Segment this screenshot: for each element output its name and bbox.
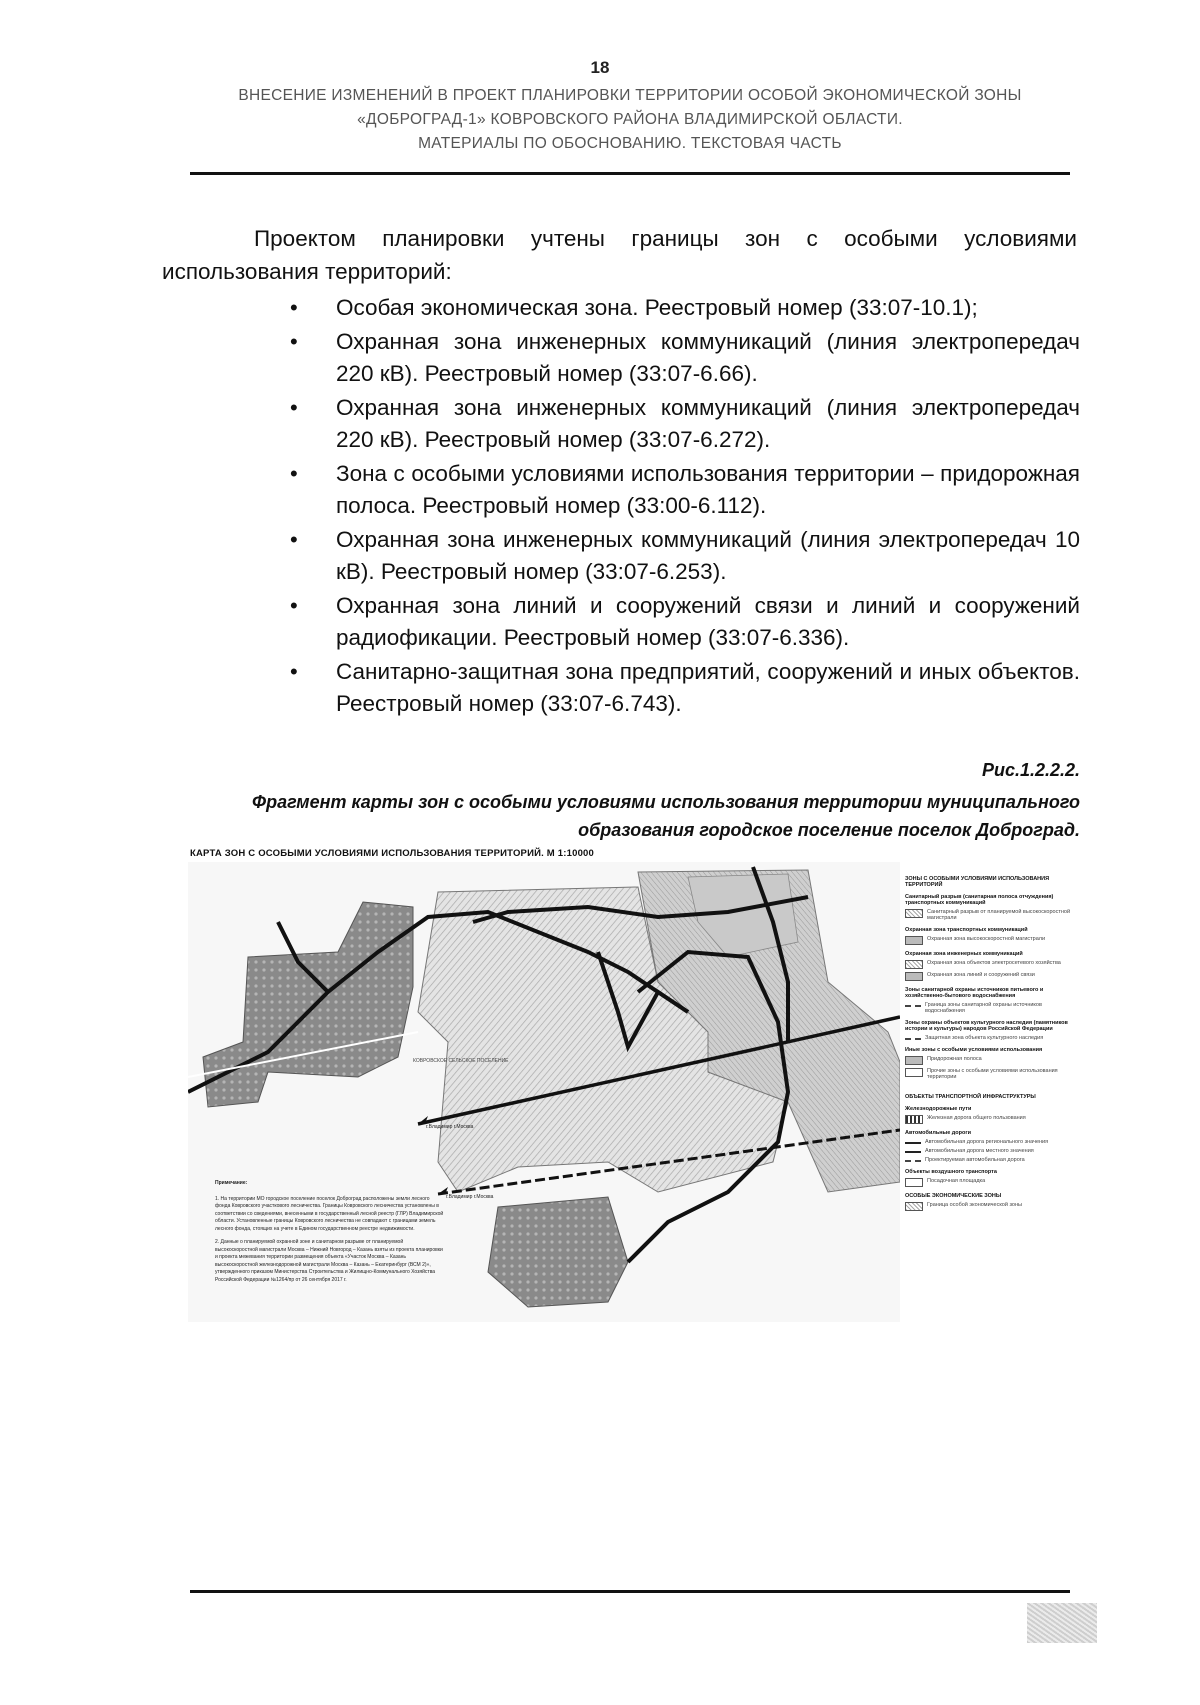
legend-label: Прочие зоны с особыми условиями использования территории xyxy=(927,1068,1058,1080)
legend-row xyxy=(905,1148,1080,1154)
legend-label: Граница особой экономической зоны xyxy=(927,1202,1022,1208)
legend-label: Автомобильная дорога регионального значения xyxy=(925,1139,1049,1145)
legend-swatch xyxy=(905,1142,921,1144)
header-line-3: МАТЕРИАЛЫ ПО ОБОСНОВАНИЮ. ТЕКСТОВАЯ ЧАСТЬ xyxy=(418,135,842,152)
figure-caption xyxy=(180,788,1080,844)
map-note: 2. Данные о планируемой охранной зоне и санитарном разрыве от планируемой высокоскоростной магистрали Москва – Нижний Новгород – Казань взяты из проекта планировки и проекта межевания территории размещения объекта «Участок Москва – Казань высокоскоростной железнодорожной магистрали Москва – Казань – Екатеринбург (ВСМ 2)», утвержденного приказом Министерства Строительства и Жилищно-Коммунального Хозяйства Российской Федерации №1264/пр от 26 сентября 2017 г. xyxy=(215,1239,443,1283)
map-legend xyxy=(905,870,1080,1330)
legend-heading: ОСОБЫЕ ЭКОНОМИЧЕСКИЕ ЗОНЫ xyxy=(905,1193,1002,1199)
settlement-area-bottom xyxy=(488,1197,628,1307)
legend-title: ЗОНЫ С ОСОБЫМИ УСЛОВИЯМИ ИСПОЛЬЗОВАНИЯ ТЕРРИТОРИЙ xyxy=(905,876,1050,888)
map-road-label: г.Владимир г.Москва xyxy=(446,1194,494,1200)
header-line-1: ВНЕСЕНИЕ ИЗМЕНЕНИЙ В ПРОЕКТ ПЛАНИРОВКИ ТЕРРИТОРИИ ОСОБОЙ ЭКОНОМИЧЕСКОЙ ЗОНЫ xyxy=(238,87,1022,104)
legend-heading: Охранная зона транспортных коммуникаций xyxy=(905,927,1028,933)
legend-row xyxy=(905,972,1080,981)
header-divider xyxy=(190,172,1070,175)
list-item: • Охранная зона инженерных коммуникаций (линия электропередач 220 кВ). Реестровый номер (33:07-6.66). xyxy=(290,326,1080,391)
legend-row xyxy=(905,1068,1080,1080)
zones-list xyxy=(290,292,1080,722)
legend-row xyxy=(905,1178,1080,1187)
legend-row xyxy=(905,936,1080,945)
legend-label: Защитная зона объекта культурного наследия xyxy=(925,1035,1044,1041)
legend-label: Проектируемая автомобильная дорога xyxy=(925,1157,1025,1163)
list-item: • Охранная зона инженерных коммуникаций (линия электропередач 10 кВ). Реестровый номер (33:07-6.253). xyxy=(290,524,1080,589)
legend-swatch xyxy=(905,1038,921,1040)
legend-heading: Зоны охраны объектов культурного наследия (памятников истории и культуры) народов Российской Федерации xyxy=(905,1020,1068,1032)
list-item: • Охранная зона инженерных коммуникаций (линия электропередач 220 кВ). Реестровый номер (33:07-6.272). xyxy=(290,392,1080,457)
legend-row xyxy=(905,1035,1080,1041)
figure-caption-line-2: образования городское поселение поселок Доброград. xyxy=(578,820,1080,840)
legend-subheading: Автомобильные дороги xyxy=(905,1130,972,1136)
legend-heading: ОБЪЕКТЫ ТРАНСПОРТНОЙ ИНФРАСТРУКТУРЫ xyxy=(905,1094,1036,1100)
legend-row xyxy=(905,1115,1080,1124)
legend-row xyxy=(905,1139,1080,1145)
header-line-2: «ДОБРОГРАД-1» КОВРОВСКОГО РАЙОНА ВЛАДИМИРСКОЙ ОБЛАСТИ. xyxy=(357,111,903,128)
legend-row xyxy=(905,1202,1080,1211)
legend-swatch xyxy=(905,1178,923,1187)
legend-swatch xyxy=(905,936,923,945)
legend-label: Охранная зона линий и сооружений связи xyxy=(927,972,1035,978)
legend-swatch xyxy=(905,1115,923,1124)
legend-row xyxy=(905,1002,1080,1014)
legend-heading: Иные зоны с особыми условиями использования xyxy=(905,1047,1043,1053)
intro-line-2: использования территорий: xyxy=(162,259,452,284)
scan-stamp xyxy=(1027,1603,1097,1643)
legend-swatch xyxy=(905,1068,923,1077)
legend-row xyxy=(905,960,1080,969)
figure-caption-line-1: Фрагмент карты зон с особыми условиями использования территории муниципального xyxy=(252,792,1080,812)
legend-swatch xyxy=(905,1160,921,1162)
figure-number: Рис.1.2.2.2. xyxy=(981,760,1080,780)
legend-label: Придорожная полоса xyxy=(927,1056,982,1062)
legend-label: Железная дорога общего пользования xyxy=(927,1115,1026,1121)
map-title: КАРТА ЗОН С ОСОБЫМИ УСЛОВИЯМИ ИСПОЛЬЗОВАНИЯ ТЕРРИТОРИЙ. М 1:10000 xyxy=(190,848,595,859)
legend-label: Охранная зона высокоскоростной магистрали xyxy=(927,936,1046,942)
map-note: 1. На территории МО городское поселение поселок Доброград расположены земли лесного фонда Ковровского участкового лесничества. Границы Ковровского лесничества установлены в соответствии со сведениями, внесенными в государственный лесной реестр (ГЛР) Владимирской области. Установленные границы Ковровского лесничества не совпадают с границами земель лесного фонда, стоящих на учете в Едином государственном реестре недвижимости. xyxy=(215,1195,444,1232)
map-area-label: КОВРОВСКОЕ СЕЛЬСКОЕ ПОСЕЛЕНИЕ xyxy=(413,1058,509,1064)
document-header xyxy=(180,84,1080,156)
legend-heading: Санитарный разрыв (санитарная полоса отчуждения) транспортных коммуникаций xyxy=(905,894,1054,906)
legend-swatch xyxy=(905,972,923,981)
legend-label: Автомобильная дорога местного значения xyxy=(925,1148,1034,1154)
legend-label: Граница зоны санитарной охраны источников водоснабжения xyxy=(925,1002,1042,1014)
legend-swatch xyxy=(905,1005,921,1007)
list-item: • Особая экономическая зона. Реестровый номер (33:07-10.1); xyxy=(290,292,1080,325)
map-notes xyxy=(215,1180,445,1290)
list-item: • Охранная зона линий и сооружений связи и линий и сооружений радиофикации. Реестровый номер (33:07-6.336). xyxy=(290,590,1080,655)
legend-label: Посадочная площадка xyxy=(927,1178,986,1184)
legend-row xyxy=(905,909,1080,921)
legend-swatch xyxy=(905,1056,923,1065)
legend-row xyxy=(905,1157,1080,1163)
intro-line-1: Проектом планировки учтены границы зон с особыми условиями xyxy=(254,226,1077,251)
legend-row xyxy=(905,1056,1080,1065)
legend-subheading: Объекты воздушного транспорта xyxy=(905,1169,997,1175)
list-item: • Санитарно-защитная зона предприятий, сооружений и иных объектов. Реестровый номер (33:07-6.743). xyxy=(290,656,1080,721)
legend-swatch xyxy=(905,960,923,969)
legend-label: Охранная зона объектов электросетевого хозяйства xyxy=(927,960,1061,966)
list-item: • Зона с особыми условиями использования территории – придорожная полоса. Реестровый номер (33:00-6.112). xyxy=(290,458,1080,523)
legend-swatch xyxy=(905,909,923,918)
legend-swatch xyxy=(905,1202,923,1211)
footer-divider xyxy=(190,1590,1070,1593)
legend-swatch xyxy=(905,1151,921,1153)
map-road-label: г.Владимир г.Москва xyxy=(426,1124,474,1130)
intro-paragraph xyxy=(162,222,1077,288)
legend-subheading: Железнодорожные пути xyxy=(905,1106,972,1112)
legend-heading: Охранная зона инженерных коммуникаций xyxy=(905,951,1023,957)
legend-heading: Зоны санитарной охраны источников питьевого и хозяйственно-бытового водоснабжения xyxy=(905,987,1044,999)
map-notes-title: Примечание: xyxy=(215,1180,248,1186)
page-number: 18 xyxy=(590,58,610,77)
legend-label: Санитарный разрыв от планируемой высокоскоростной магистрали xyxy=(927,909,1071,921)
